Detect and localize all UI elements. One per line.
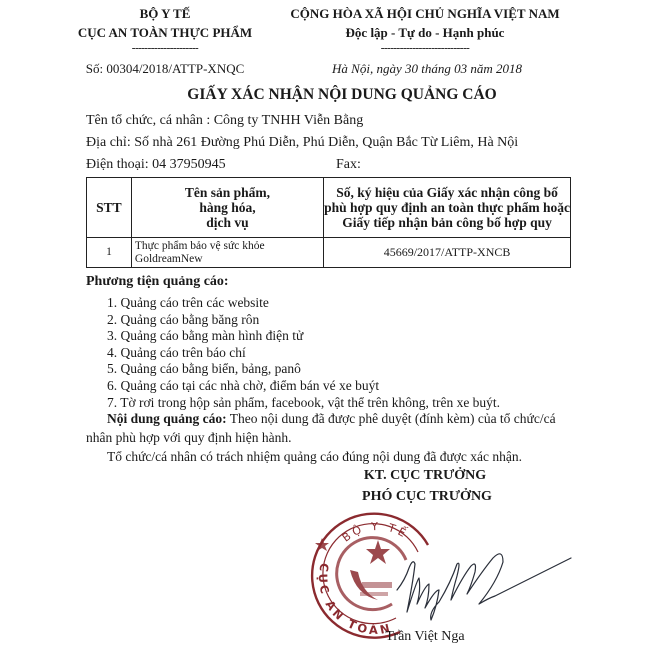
list-item: 1. Quảng cáo trên các website xyxy=(107,295,269,310)
media-heading: Phương tiện quảng cáo: xyxy=(86,274,229,289)
header-product-line2: hàng hóa, xyxy=(199,200,256,215)
list-item: 7. Tờ rơi trong hộp sản phẩm, facebook, vật thể trên không, trên xe buýt. xyxy=(107,394,501,410)
product-table xyxy=(86,177,571,268)
list-item: 5. Quảng cáo bằng biển, bảng, panô xyxy=(107,361,301,377)
header-product-line1: Tên sản phẩm, xyxy=(184,185,271,200)
left-header-divider: --------------------- xyxy=(131,42,199,54)
handwritten-signature-icon xyxy=(395,520,575,630)
on-behalf-title: KT. CỤC TRƯỞNG xyxy=(363,468,487,483)
list-item: 4. Quảng cáo trên báo chí xyxy=(107,344,246,360)
row-product xyxy=(131,238,323,268)
header-product-line3: dịch vụ xyxy=(206,215,249,230)
row-product-line2: GoldreamNew xyxy=(134,252,203,265)
header-product xyxy=(131,178,323,238)
header-cert-line3: Giấy tiếp nhận bản công bố hợp quy xyxy=(342,215,552,230)
phone-line: Điện thoại: 04 37950945 xyxy=(86,157,226,172)
table-row xyxy=(87,238,571,268)
list-item: 3. Quảng cáo bằng màn hình điện tử xyxy=(107,328,304,344)
right-header-divider: ---------------------------- xyxy=(380,42,470,54)
signer-name: Trần Việt Nga xyxy=(385,629,465,644)
row-stt: 1 xyxy=(87,238,132,268)
row-certificate: 45669/2017/ATTP-XNCB xyxy=(324,238,571,268)
content-line1 xyxy=(107,411,556,427)
list-item: 2. Quảng cáo bằng băng rôn xyxy=(107,311,260,327)
nation-name: CỘNG HÒA XÃ HỘI CHỦ NGHĨA VIỆT NAM xyxy=(290,6,560,21)
agency-name: CỤC AN TOÀN THỰC PHẨM xyxy=(77,25,253,40)
national-motto: Độc lập - Tự do - Hạnh phúc xyxy=(345,25,505,40)
stamp-top-text: BỘ Y TẾ xyxy=(339,519,411,545)
content-label: Nội dung quảng cáo: xyxy=(107,411,227,426)
content-line2: nhân phù hợp với quy định hiện hành. xyxy=(86,430,292,445)
organization-line: Tên tổ chức, cá nhân : Công ty TNHH Viễn Bằng xyxy=(86,113,364,128)
header-cert-line1: Số, ký hiệu của Giấy xác nhận công bố xyxy=(336,185,558,200)
document-title: GIẤY XÁC NHẬN NỘI DUNG QUẢNG CÁO xyxy=(187,86,497,103)
table-header-row xyxy=(87,178,571,238)
row-product-line1: Thực phẩm bảo vệ sức khỏe xyxy=(134,239,265,252)
stamp-bottom-text: CỤC AN TOÀN xyxy=(315,561,394,637)
place-and-date: Hà Nội, ngày 30 tháng 03 năm 2018 xyxy=(332,61,522,76)
address-line: Địa chỉ: Số nhà 261 Đường Phú Diễn, Phú Diễn, Quận Bắc Từ Liêm, Hà Nội xyxy=(86,135,519,150)
header-cert-line2: phù hợp quy định an toàn thực phẩm hoặc xyxy=(324,200,570,215)
list-item: 6. Quảng cáo tại các nhà chờ, điểm bán vé xe buýt xyxy=(107,377,380,393)
content-text: Theo nội dung đã được phê duyệt (đính kèm) của tổ chức/cá xyxy=(226,411,556,426)
responsibility-line: Tổ chức/cá nhân có trách nhiệm quảng cáo đúng nội dung đã được xác nhận. xyxy=(107,449,523,464)
header-certificate xyxy=(324,178,571,238)
fax-line: Fax: xyxy=(336,157,361,172)
signer-position: PHÓ CỤC TRƯỞNG xyxy=(362,489,492,504)
ministry-name: BỘ Y TẾ xyxy=(139,6,191,21)
header-stt: STT xyxy=(87,178,132,238)
media-list xyxy=(107,295,500,411)
document-number: Số: 00304/2018/ATTP-XNQC xyxy=(85,61,245,76)
